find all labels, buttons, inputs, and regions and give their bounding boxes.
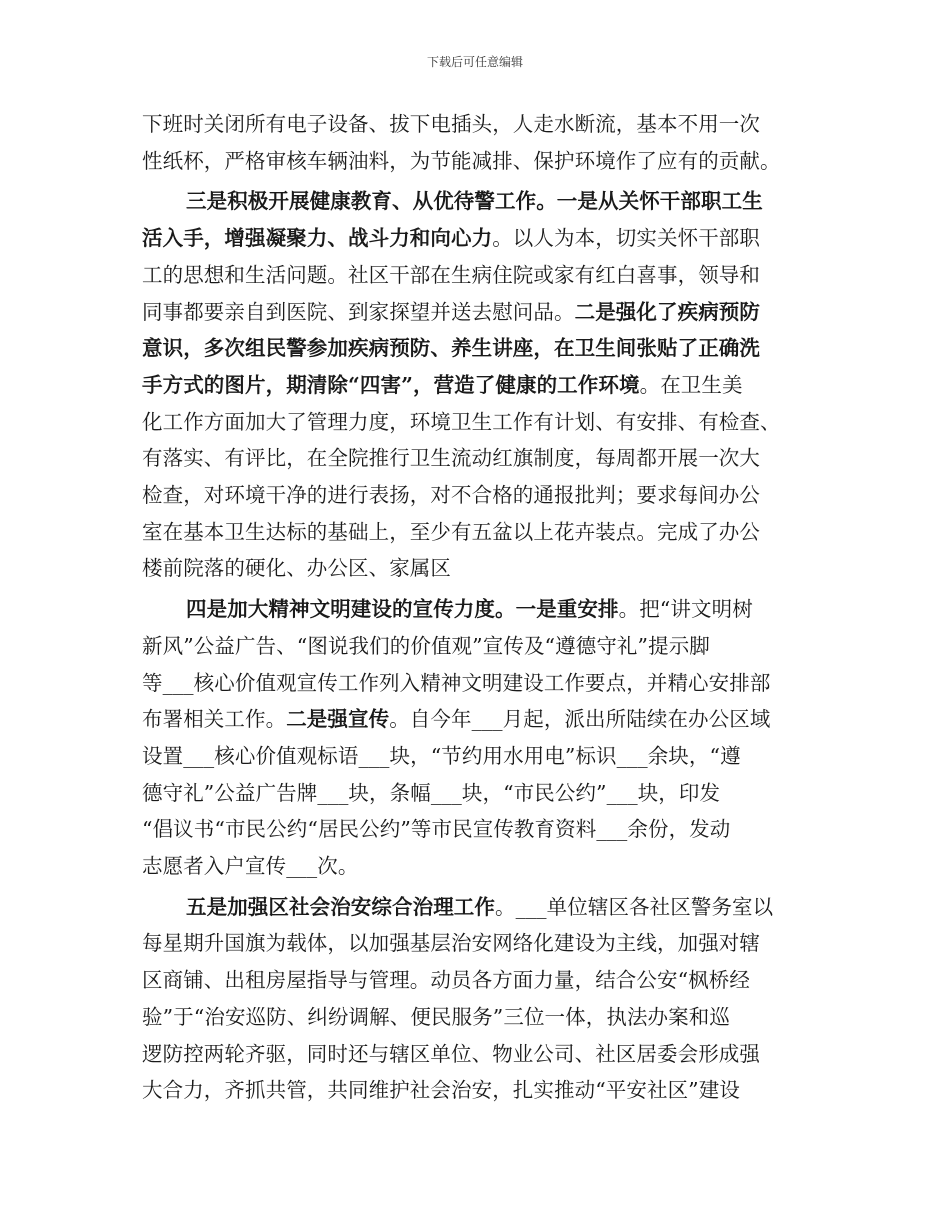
text-run: 设置___核心价值观标语___块，“节约用水用电”标识___余块，“遵 xyxy=(142,743,741,768)
text-line xyxy=(142,514,824,551)
text-run: 等___核心价值观宣传工作列入精神文明建设工作要点，并精心安排部 xyxy=(142,670,771,695)
text-line xyxy=(142,294,824,331)
text-run: 室在基本卫生达标的基础上，至少有五盆以上花卉装点。完成了办公 xyxy=(142,519,760,544)
text-run: 。自今年___月起，派出所陆续在办公区域 xyxy=(389,707,771,732)
text-line xyxy=(142,738,824,775)
bold-text-run: 手方式的图片，期清除“四害”，营造了健康的工作环境 xyxy=(142,372,640,397)
text-run: 下班时关闭所有电子设备、拔下电插头，人走水断流，基本不用一次 xyxy=(142,112,760,136)
text-line xyxy=(142,550,824,587)
text-line xyxy=(142,106,824,143)
text-run: 有落实、有评比，在全院推行卫生流动红旗制度，每周都开展一次大 xyxy=(142,446,760,471)
text-run: 。以人为本，切实关怀干部职 xyxy=(492,226,761,251)
text-line xyxy=(142,962,824,999)
text-run: 。在卫生美 xyxy=(639,372,743,397)
text-run: 验”于“治安巡防、纠纷调解、便民服务”三位一体，执法办案和巡 xyxy=(142,1004,730,1029)
text-line xyxy=(142,628,824,665)
text-run: “倡议书“市民公约“居民公约”等市民宣传教育资料___余份，发动 xyxy=(142,817,731,842)
text-line xyxy=(142,183,824,220)
text-run: 每星期升国旗为载体，以加强基层治安网络化建设为主线，加强对辖 xyxy=(142,931,760,956)
text-run: 化工作方面加大了管理力度，环境卫生工作有计划、有安排、有检查、 xyxy=(142,409,781,434)
text-line xyxy=(142,1072,824,1109)
bold-text-run: 四是加大精神文明建设的宣传力度。一是重安排 xyxy=(186,597,619,622)
text-line xyxy=(142,330,824,367)
text-line xyxy=(142,477,824,514)
text-line xyxy=(142,999,824,1036)
text-run: 同事都要亲自到医院、到家探望并送去慰问品。 xyxy=(142,299,575,324)
text-line xyxy=(142,701,824,738)
text-line xyxy=(142,257,824,294)
text-run: 大合力，齐抓共管，共同维护社会治安，扎实推动“平安社区”建设 xyxy=(142,1078,740,1103)
bold-text-run: 二是强化了疾病预防 xyxy=(574,299,761,324)
text-line xyxy=(142,811,824,848)
text-run: 德守礼”公益广告牌___块，条幅___块，“市民公约”___块，印发 xyxy=(142,780,721,805)
bold-text-run: 五是加强区社会治安综合治理工作 xyxy=(186,894,495,919)
bold-text-run: 三是积极开展健康教育、从优待警工作。一是从关怀干部职工生 xyxy=(186,189,763,214)
text-line xyxy=(142,848,824,885)
text-line xyxy=(142,440,824,477)
text-line xyxy=(142,143,824,180)
text-run: 。把“讲文明树 xyxy=(618,597,753,622)
text-run: 楼前院落的硬化、办公区、家属区 xyxy=(142,556,451,581)
text-line xyxy=(142,665,824,702)
page-header: 下载后可任意编辑 xyxy=(426,55,523,69)
text-run: 。___单位辖区各社区警务室以 xyxy=(495,894,774,919)
text-line xyxy=(142,404,824,441)
text-run: 检查，对环境干净的进行表扬，对不合格的通报批判；要求每间办公 xyxy=(142,483,760,508)
text-run: 逻防控两轮齐驱，同时还与辖区单位、物业公司、社区居委会形成强 xyxy=(142,1041,760,1066)
text-line xyxy=(142,367,824,404)
text-run: 志愿者入户宣传___次。 xyxy=(142,854,359,879)
text-line xyxy=(142,220,824,257)
text-run: 工的思想和生活问题。社区干部在生病住院或家有红白喜事，领导和 xyxy=(142,262,760,287)
text-run: 布署相关工作。 xyxy=(142,707,287,732)
bold-text-run: 意识，多次组民警参加疾病预防、养生讲座，在卫生间张贴了正确洗 xyxy=(142,336,760,361)
paragraph xyxy=(142,106,824,179)
paragraph xyxy=(142,889,824,1109)
bold-text-run: 活入手，增强凝聚力、战斗力和向心力 xyxy=(142,226,493,251)
text-line xyxy=(142,591,824,628)
text-line xyxy=(142,775,824,812)
text-run: 性纸杯，严格审核车辆油料，为节能减排、保护环境作了应有的贡献。 xyxy=(142,148,781,173)
text-run: 区商铺、出租房屋指导与管理。动员各方面力量，结合公安“枫桥经 xyxy=(142,968,750,993)
bold-text-run: 二是强宣传 xyxy=(286,707,390,732)
text-line xyxy=(142,1036,824,1073)
paragraph xyxy=(142,591,824,885)
document-body xyxy=(142,106,824,1113)
text-line xyxy=(142,925,824,962)
text-run: 新风”公益广告、“图说我们的价值观”宣传及“遵德守礼”提示脚 xyxy=(142,633,710,658)
paragraph xyxy=(142,183,824,587)
text-line xyxy=(142,889,824,926)
